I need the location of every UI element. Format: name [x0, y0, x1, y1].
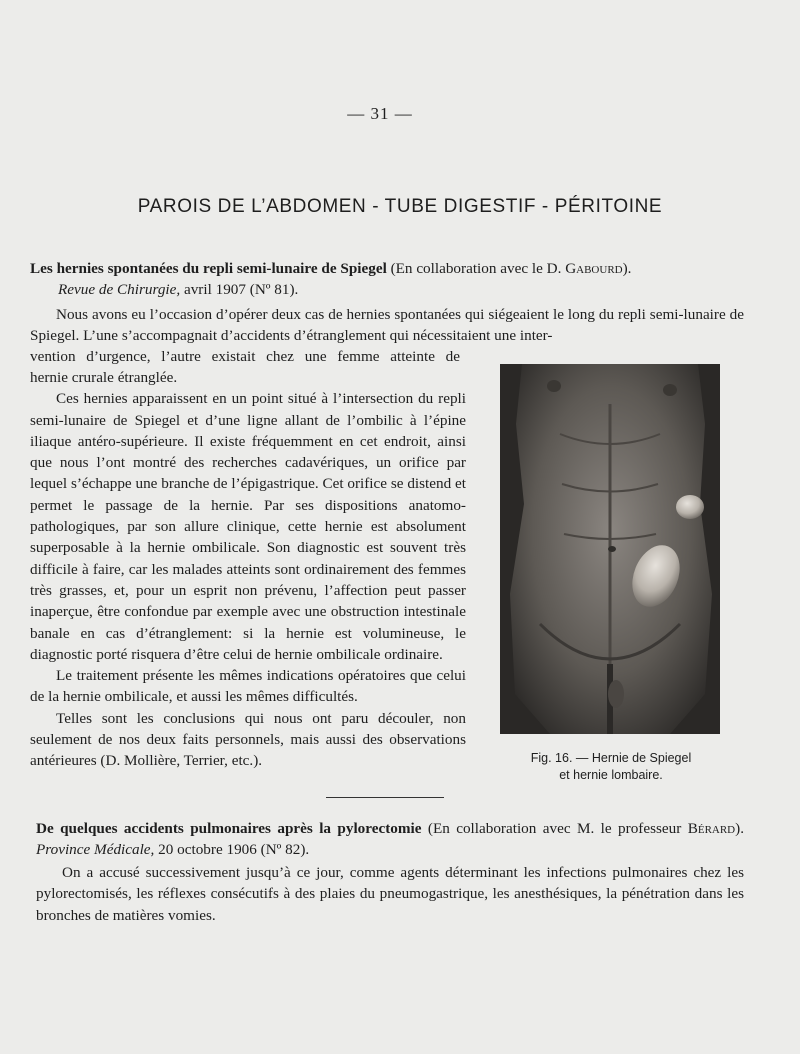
article1-paragraph1-tail: vention d’urgence, l’autre existait chez une femme atteinte de	[30, 348, 460, 365]
article1-collab-suffix: ).	[622, 260, 632, 277]
article1-paragraph3: Le traitement présente les mêmes indications opératoires que celui de la hernie ombilicale, et aussi les mêmes difficultés.	[30, 667, 466, 706]
figure-caption	[486, 750, 736, 784]
article1-collab-prefix: (En collaboration avec le D.	[390, 260, 562, 277]
article1-paragraph4: Telles sont les conclusions qui nous ont paru découler, non seulement de nos deux faits personnels, mais aussi des observations antérieures (D. Mollière, Terrier, etc.).	[30, 709, 466, 770]
article2-collab-suffix: ).	[735, 820, 744, 837]
article1-source-date: avril 1907 (Nº 81).	[183, 281, 299, 298]
figure-caption-line2: et hernie lombaire.	[559, 768, 663, 782]
article2-source-journal: Province Médicale,	[36, 841, 155, 859]
torso-photo-illustration	[500, 364, 720, 734]
section-divider	[326, 797, 444, 798]
article2-source-date: 20 octobre 1906 (Nº 82).	[158, 841, 310, 859]
article1-paragraph1: Nous avons eu l’occasion d’opérer deux cas de hernies spontanées qui siégeaient le long du repli semi-lunaire de Spiegel. L’une s’accompagnait d’accidents d’étranglement qui nécessitaient une inter-	[30, 306, 744, 345]
article2-collab-prefix: (En collaboration avec M. le professeur	[427, 820, 682, 837]
article2-paragraph1: On a accusé successivement jusqu’à ce jour, comme agents déterminant les infections pulmonaires chez les pylorectomisés, les réflexes consécutifs à des plaies du pneumogastrique, les anesthésiques, la pénétration dans les bronches de matières vomies.	[36, 864, 744, 924]
article1-heading	[30, 258, 755, 279]
figure-16-photo	[500, 364, 720, 734]
article1-title: Les hernies spontanées du repli semi-lunaire de Spiegel	[30, 260, 387, 277]
article2-heading	[36, 818, 744, 861]
article1-source-journal: Revue de Chirurgie,	[58, 281, 181, 298]
article1-paragraph1-end: hernie crurale étranglée.	[30, 369, 178, 386]
article2-collab-name: Bérard	[687, 820, 736, 837]
article1-column	[30, 367, 466, 772]
article2-title: De quelques accidents pulmonaires après la pylorectomie	[36, 820, 422, 837]
article1-collab-name: Gabourd	[565, 260, 623, 277]
article1-paragraph2: Ces hernies apparaissent en un point situé à l’intersection du repli semi-lunaire de Spiegel et d’une ligne allant de l’ombilic à l’épine iliaque antéro-supérieure. Il existe fréquemment en cet endroit, ainsi que nous l’ont montré des recherches cadavériques, un orifice par lequel s’échappe une branche de l’épigastrique. Cet orifice se distend et permet le passage de la hernie. Par ses dispositions anatomo-pathologiques, par son allure clinique, cette hernie est absolument superposable à la hernie ombilicale. Son diagnostic est souvent très difficile à faire, car les malades atteints sont ordinairement des femmes très grasses, et, pour un esprit non prévenu, l’affection peut passer inaperçue, être confondue par exemple avec une obstruction intestinale banale en cas d’étranglement: si la hernie est volumineuse, le diagnostic porté risquera d’être celui de hernie ombilicale ordinaire.	[30, 390, 466, 663]
figure-caption-line1: Fig. 16. — Hernie de Spiegel	[530, 751, 692, 765]
section-heading: PAROIS DE L’ABDOMEN - TUBE DIGESTIF - PÉRITOINE	[137, 196, 663, 217]
page-number: — 31 —	[347, 104, 413, 123]
article1-source	[58, 279, 748, 300]
